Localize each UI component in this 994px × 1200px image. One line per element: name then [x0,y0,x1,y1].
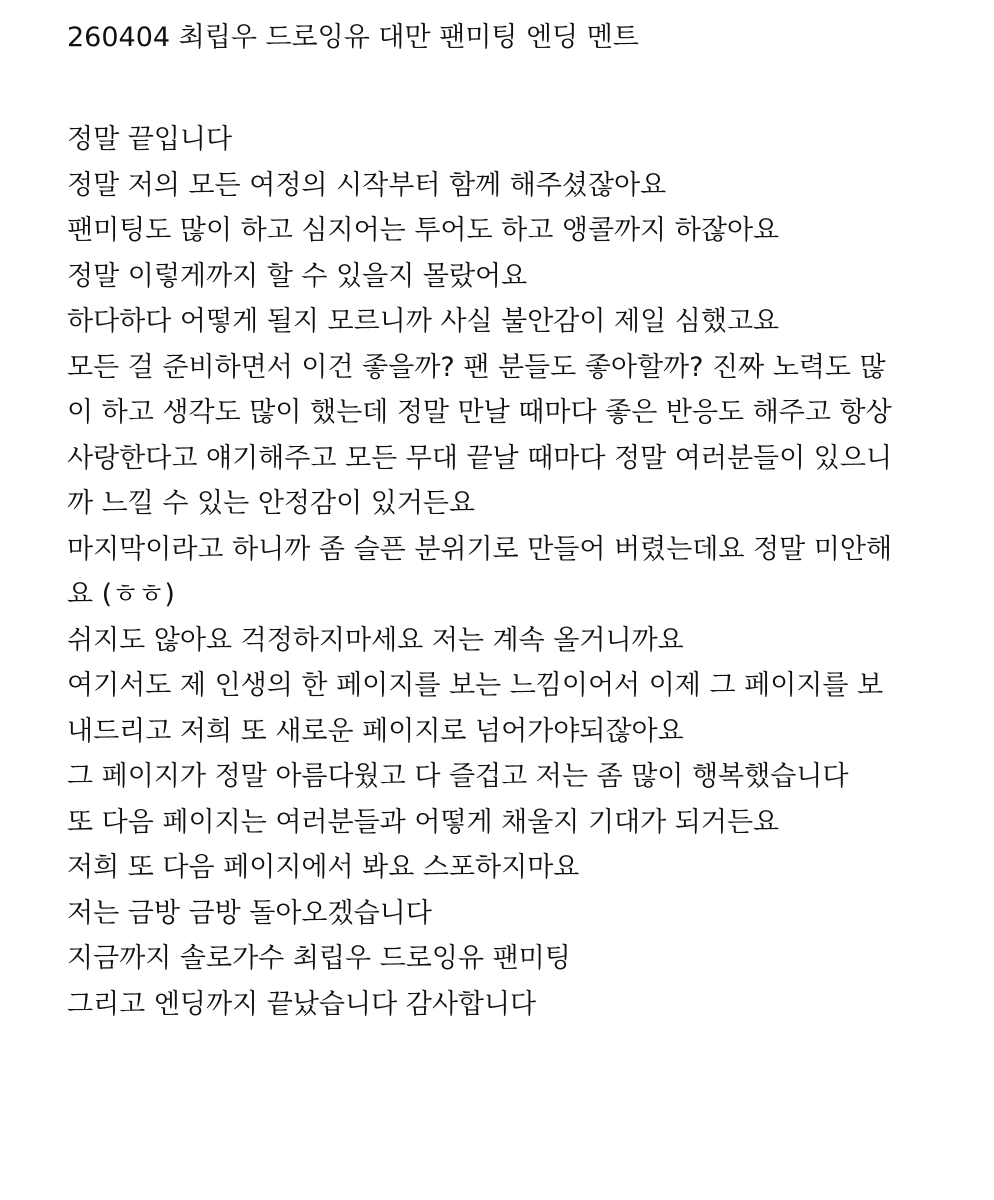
text-line: 정말 끝입니다 [67,124,233,155]
text-line: 모든 걸 준비하면서 이건 좋을까? 팬 분들도 좋아할까? 진짜 노력도 많 [67,351,886,383]
text-line: 하다하다 어떻게 될지 모르니까 사실 불안감이 제일 심했고요 [67,306,780,337]
text-line: 까 느낄 수 있는 안정감이 있거든요 [67,488,476,519]
text-line: 저희 또 다음 페이지에서 봐요 스포하지마요 [67,852,580,883]
text-line: 여기서도 제 인생의 한 페이지를 보는 느낌이어서 이제 그 페이지를 보 [67,670,884,701]
text-line: 또 다음 페이지는 여러분들과 어떻게 채울지 기대가 되거든요 [67,806,780,838]
text-line: 요 (ㅎㅎ) [67,579,175,610]
document-body [67,120,967,1030]
text-line: 저는 금방 금방 돌아오겠습니다 [67,897,432,929]
text-line: 쉬지도 않아요 걱정하지마세요 저는 계속 올거니까요 [67,624,684,656]
text-line: 팬미팅도 많이 하고 심지어는 투어도 하고 앵콜까지 하잖아요 [67,215,780,246]
text-line: 내드리고 저희 또 새로운 페이지로 넘어가야되잖아요 [67,715,684,747]
text-line: 이 하고 생각도 많이 했는데 정말 만날 때마다 좋은 반응도 해주고 항상 [67,397,892,428]
text-line: 마지막이라고 하니까 좀 슬픈 분위기로 만들어 버렸는데요 정말 미안해 [67,533,893,565]
document-title: 260404 최립우 드로잉유 대만 팬미팅 엔딩 멘트 [67,22,639,53]
text-line: 그 페이지가 정말 아름다웠고 다 즐겁고 저는 좀 많이 행복했습니다 [67,761,849,792]
text-line: 지금까지 솔로가수 최립우 드로잉유 팬미팅 [67,943,571,974]
text-line: 정말 저의 모든 여정의 시작부터 함께 해주셨잖아요 [67,169,667,201]
text-line: 그리고 엔딩까지 끝났습니다 감사합니다 [67,988,537,1020]
text-line: 사랑한다고 얘기해주고 모든 무대 끝날 때마다 정말 여러분들이 있으니 [67,442,893,474]
text-line: 정말 이렇게까지 할 수 있을지 몰랐어요 [67,260,528,292]
